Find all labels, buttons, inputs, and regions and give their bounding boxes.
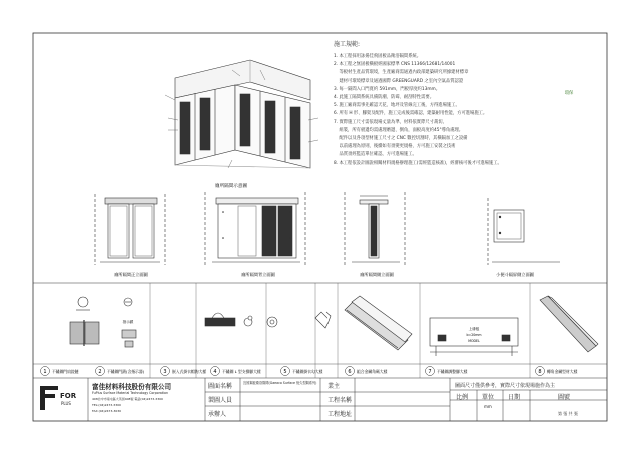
note-item: 配件以及各項型材施工尺寸之 CNC 數控切割時，其橫隔加工之設備 — [334, 136, 468, 141]
sheet-label: 圖號 — [558, 394, 571, 401]
note-item: 以前處理為原則，後續如有須變更規格，方可施工安裝之技術 — [334, 144, 456, 150]
note-item: 1. 本工程採用詠揚佳飛固板品衛浴隔間系統。 — [334, 54, 422, 59]
detail-number: 4 — [213, 369, 217, 375]
detail-label: 不鏽鋼門扇鉸鏈 — [52, 369, 79, 374]
detail-number: 3 — [163, 369, 167, 375]
greenguard-logo — [562, 86, 573, 96]
detail-number: 2 — [98, 369, 102, 375]
detail-panel-label2: b=20mm — [466, 333, 482, 337]
drawer-label: 製圖人員 — [208, 397, 233, 404]
detail-label: 不鏽鋼門鎖(含指示器) — [107, 369, 145, 374]
date-label: 日期 — [508, 394, 521, 401]
detail-number: 1 — [43, 369, 47, 375]
urinal-caption: 小便斗隔屏側立面圖 — [496, 272, 534, 277]
company-address: 408台中市南屯區大英街408號 電話(04)2473-3300 — [92, 397, 163, 401]
company-fax: FAX:(04)2473-3030 — [92, 409, 122, 413]
unit-value: mm — [484, 404, 492, 409]
detail-panel-label3: MODEL — [468, 339, 480, 343]
owner-label: 業主 — [328, 383, 341, 390]
sheet-value: 第 張 共 張 — [558, 411, 578, 416]
drawing-name-label: 圖面名稱 — [208, 383, 233, 390]
detail-label: 不鏽鋼掛衣勾大樣 — [292, 369, 323, 374]
company-name-cn: 富佳材料科技股份有限公司 — [92, 383, 172, 391]
detail-number: 6 — [348, 369, 352, 375]
company-name-en: FuPlus Surface Material Technology Corporation — [92, 391, 168, 395]
detail-profile-drawing — [345, 296, 412, 350]
side-caption: 廁所隔間側立面圖 — [360, 272, 394, 277]
side-view — [345, 192, 405, 265]
company-logo — [40, 386, 77, 410]
titleblock-note: 圖面尺寸僅供參考，實際尺寸依現場施作為主 — [455, 383, 556, 389]
greenguard-label: 環保 — [564, 91, 574, 97]
detail-captions — [41, 367, 578, 376]
note-item: 8. 本工程依設計圖說相關材料規格辦理施工(需經監造核准)，經審核可後才可進場施工。 — [334, 160, 502, 166]
note-item: 等板材生產品質環境，生產廠商需通過內政部建築研究所綠建材標章 — [334, 70, 469, 76]
detail-number: 5 — [283, 369, 287, 375]
note-item: 品質須經監造單位確認，方可進場施工。 — [334, 152, 417, 158]
elevation-view — [205, 192, 305, 265]
scale-label: 比例 — [456, 394, 469, 401]
note-item: 3. 每一隔間入口門寬約 591mm，門板厚度約13mm。 — [334, 86, 440, 92]
note-item: 4. 此施工隔間系統具備防潮、防霉、耐刮特性需要。 — [334, 95, 434, 100]
detail-panel-label: 上緣板 — [468, 327, 480, 331]
note-item: 組裝，所有板邊均需處理磨邊、倒角，面板高度約45°導角處理。 — [334, 127, 464, 133]
detail-label: 組合金屬角碼大樣 — [357, 369, 388, 374]
note-item: 2. 本工程之無固板橫板經國家標準 CNS 11366/12681/14001 — [334, 62, 456, 68]
drawing-name-value: 宜固鋼板衛浴隔間(Gaeaco Surface 恆久型鋼系列) — [243, 381, 317, 385]
detail-label: 轉角金屬型材大樣 — [547, 369, 578, 374]
logo-text: FOR — [60, 392, 77, 400]
detail-panel-drawing — [430, 318, 518, 356]
note-item: 建材可環境標章及通過國際 GREENGUARD 之室內空氣品質認證 — [334, 78, 464, 84]
detail-label: 嵌入式掛衣帽鉤大樣 — [172, 369, 207, 374]
detail-corner-drawing — [540, 296, 598, 352]
project-label: 工程名稱 — [328, 397, 353, 404]
elevation-caption: 廁所隔間背立面圖 — [241, 272, 275, 277]
logo-sub: PLUS — [61, 401, 71, 406]
detail-number: 7 — [428, 369, 432, 375]
note-item: 7. 實際施工尺寸需依現場丈量為準，材料依實際尺寸裁切。 — [334, 119, 447, 125]
note-item: 5. 施工廠商需事先確認天花、地坪及管線完工後，方得進場施工。 — [334, 103, 460, 109]
company-tel: TEL:(04)2473-3300 — [92, 403, 121, 407]
address-label: 工程地址 — [328, 411, 353, 418]
detail-label: 不鏽鋼 L 型支撐腳大樣 — [222, 369, 261, 374]
detail-hinge-drawing — [70, 297, 99, 346]
detail-lfoot-drawing — [315, 312, 331, 328]
iso-caption: 廁所隔間示意圖 — [214, 184, 248, 189]
isometric-view — [175, 60, 310, 168]
detail-label: 不鏽鋼調整腳大樣 — [437, 369, 468, 374]
notes-title: 施工規範: — [334, 41, 361, 48]
front-view — [95, 194, 165, 265]
approver-label: 承辦人 — [208, 411, 227, 418]
urinal-view — [488, 198, 560, 265]
detail-number: 8 — [538, 369, 542, 375]
detail-hook-drawing — [205, 313, 277, 327]
note-item: 6. 所有 H 形、腳架及配件，施工完成後需確認，建築耐用性能，方可進場施工。 — [334, 111, 488, 117]
detail-lock-sub: 指示鎖 — [122, 320, 134, 324]
front-caption: 廁所隔間正立面圖 — [114, 272, 148, 277]
unit-label: 單位 — [482, 394, 495, 401]
